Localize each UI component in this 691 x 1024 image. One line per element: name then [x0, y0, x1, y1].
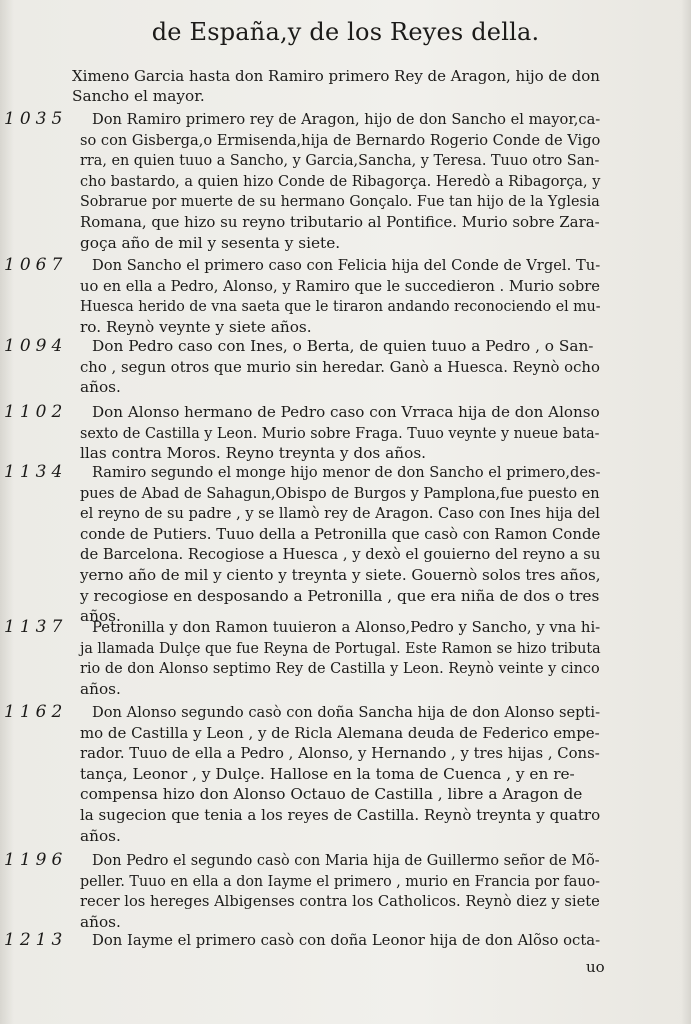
text-line: rador. Tuuo de ella a Pedro , Alonso, y Hernando , y tres hijas , Cons- [80, 744, 600, 763]
year-margin-note: 1162 [4, 702, 68, 722]
running-header: de España,y de los Reyes della. [151, 18, 540, 46]
text-line: Ximeno Garcia hasta don Ramiro primero Rey de Aragon, hijo de don [72, 67, 600, 85]
text-line: pues de Abad de Sahagun,Obispo de Burgos y Pamplona,fue puesto en [80, 483, 600, 502]
text-line: de Barcelona. Recogiose a Huesca , y dexò el gouierno del reyno a su [80, 545, 601, 564]
text-line: Sancho el mayor. [72, 87, 205, 105]
text-line: compensa hizo don Alonso Octauo de Castilla , libre a Aragon de [80, 785, 583, 804]
year-margin-note: 1137 [4, 617, 68, 637]
text-line: peller. Tuuo en ella a don Iayme el primero , murio en Francia por fauo- [80, 871, 600, 890]
text-line: Don Pedro el segundo casò con Maria hija de Guillermo señor de Mõ- [92, 851, 600, 869]
text-line: cho bastardo, a quien hizo Conde de Ribagorça. Heredò a Ribagorça, y [80, 171, 601, 190]
text-line: años. [80, 826, 121, 845]
text-line: Don Pedro caso con Ines, o Berta, de quien tuuo a Pedro , o San- [92, 337, 594, 355]
year-margin-note: 1067 [4, 255, 68, 275]
text-line: conde de Putiers. Tuuo della a Petronilla que casò con Ramon Conde [80, 524, 601, 543]
text-line: años. [80, 912, 121, 931]
year-margin-note: 1196 [4, 850, 68, 870]
text-line: rio de don Alonso septimo Rey de Castilla y Leon. Reynò veinte y cinco [80, 659, 600, 678]
text-line: recer los hereges Albigenses contra los Catholicos. Reynò diez y siete [80, 892, 600, 911]
year-margin-note: 1134 [4, 462, 68, 482]
text-line: años. [80, 679, 121, 698]
text-line: y recogiose en desposando a Petronilla , que era niña de dos o tres [80, 586, 600, 605]
year-margin-note: 1035 [4, 109, 68, 129]
text-line: goça año de mil y sesenta y siete. [80, 233, 341, 252]
text-line: Don Alonso hermano de Pedro caso con Vrraca hija de don Alonso [92, 403, 600, 421]
text-line: Romana, que hizo su reyno tributario al Pontifice. Murio sobre Zara- [80, 213, 600, 231]
text-line: rra, en quien tuuo a Sancho, y Garcia,Sancha, y Teresa. Tuuo otro San- [80, 151, 600, 170]
catchword: uo [586, 958, 605, 976]
text-line: años. [80, 607, 121, 626]
text-line: el reyno de su padre , y se llamò rey de Aragon. Caso con Ines hija del [80, 504, 600, 523]
text-line: yerno año de mil y ciento y treynta y siete. Gouernò solos tres años, [80, 566, 601, 584]
text-line: llas contra Moros. Reyno treynta y dos años. [80, 444, 427, 463]
text-line: la sugecion que tenia a los reyes de Castilla. Reynò treynta y quatro [80, 806, 601, 824]
page-gutter-shadow [681, 0, 691, 1024]
text-line: sexto de Castilla y Leon. Murio sobre Fraga. Tuuo veynte y nueue bata- [80, 423, 600, 442]
text-line: Don Iayme el primero casò con doña Leonor hija de don Alõso octa- [92, 931, 601, 949]
text-line: tança, Leonor , y Dulçe. Hallose en la toma de Cuenca , y en re- [80, 764, 575, 783]
text-line: uo en ella a Pedro, Alonso, y Ramiro que le succedieron . Murio sobre [80, 276, 600, 295]
text-line: ja llamada Dulçe que fue Reyna de Portugal. Este Ramon se hizo tributa [80, 638, 601, 657]
text-line: Huesca herido de vna saeta que le tiraron andando reconociendo el mu- [80, 297, 601, 316]
text-line: Don Sancho el primero caso con Felicia hija del Conde de Vrgel. Tu- [92, 256, 601, 274]
text-line: cho , segun otros que murio sin heredar. Ganò a Huesca. Reynò ocho [80, 357, 600, 376]
text-line: ro. Reynò veynte y siete años. [80, 317, 312, 336]
year-margin-note: 1102 [4, 402, 68, 422]
text-line: Sobrarue por muerte de su hermano Gonçalo. Fue tan hijo de la Yglesia [80, 192, 600, 211]
year-margin-note: 1094 [4, 336, 68, 356]
text-line: Don Ramiro primero rey de Aragon, hijo de don Sancho el mayor,ca- [92, 110, 601, 128]
text-line: so con Gisberga,o Ermisenda,hija de Bernardo Rogerio Conde de Vigo [80, 130, 601, 149]
year-margin-note: 1213 [4, 930, 68, 950]
text-line: años. [80, 378, 121, 397]
text-line: Petronilla y don Ramon tuuieron a Alonso,Pedro y Sancho, y vna hi- [92, 618, 601, 636]
text-line: Don Alonso segundo casò con doña Sancha hija de don Alonso septi- [92, 703, 601, 721]
text-line: Ramiro segundo el monge hijo menor de don Sancho el primero,des- [92, 463, 601, 481]
text-line: mo de Castilla y Leon , y de Ricla Alemana deuda de Federico empe- [80, 723, 600, 742]
